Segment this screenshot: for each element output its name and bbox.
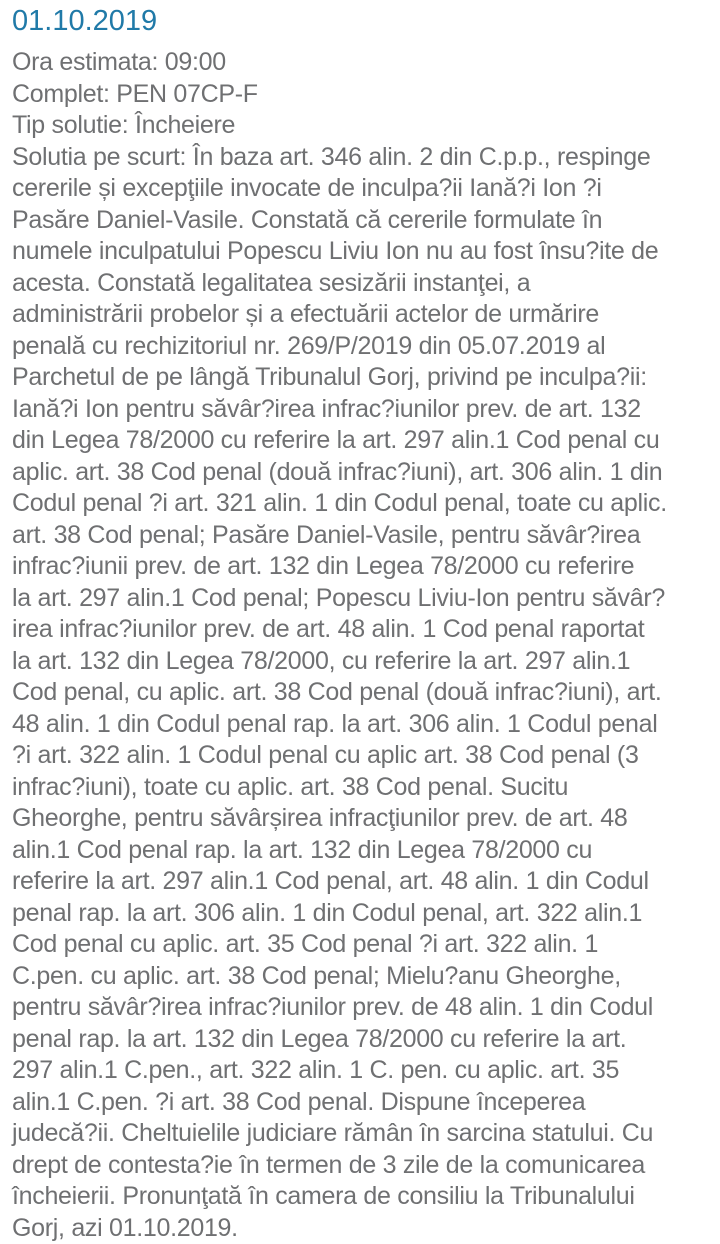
solution-text-line: cererile și excepţiile invocate de inculpa?ii Iană?i Ion ?i	[12, 173, 714, 205]
solution-text-line: penală cu rechizitoriul nr. 269/P/2019 din 05.07.2019 al	[12, 331, 714, 363]
solution-text-line: aplic. art. 38 Cod penal (două infrac?iuni), art. 306 alin. 1 din	[12, 457, 714, 489]
solution-text-line: 297 alin.1 C.pen., art. 322 alin. 1 C. pen. cu aplic. art. 35	[12, 1055, 714, 1087]
solution-text-line: 48 alin. 1 din Codul penal rap. la art. 306 alin. 1 Codul penal	[12, 709, 714, 741]
hearing-meta-line: Tip solutie: Încheiere	[12, 110, 714, 142]
solution-text-line: din Legea 78/2000 cu referire la art. 297 alin.1 Cod penal cu	[12, 425, 714, 457]
solution-text-line: infrac?iuni), toate cu aplic. art. 38 Cod penal. Sucitu	[12, 772, 714, 804]
solution-text-line: referire la art. 297 alin.1 Cod penal, art. 48 alin. 1 din Codul	[12, 866, 714, 898]
solution-text-line: Codul penal ?i art. 321 alin. 1 din Codul penal, toate cu aplic.	[12, 488, 714, 520]
solution-text-line: penal rap. la art. 306 alin. 1 din Codul penal, art. 322 alin.1	[12, 898, 714, 930]
solution-text-line: irea infrac?iunilor prev. de art. 48 alin. 1 Cod penal raportat	[12, 614, 714, 646]
solution-text-line: acesta. Constată legalitatea sesizării instanţei, a	[12, 268, 714, 300]
solution-text-line: pentru săvâr?irea infrac?iunilor prev. de 48 alin. 1 din Codul	[12, 992, 714, 1024]
solution-text-line: Cod penal, cu aplic. art. 38 Cod penal (două infrac?iuni), art.	[12, 677, 714, 709]
solution-text-line: la art. 132 din Legea 78/2000, cu referire la art. 297 alin.1	[12, 646, 714, 678]
solution-text-line: numele inculpatului Popescu Liviu Ion nu au fost însu?ite de	[12, 236, 714, 268]
solution-text-line: alin.1 Cod penal rap. la art. 132 din Legea 78/2000 cu	[12, 835, 714, 867]
solution-text-line: la art. 297 alin.1 Cod penal; Popescu Liviu-Ion pentru săvâr?	[12, 583, 714, 615]
solution-text-line: C.pen. cu aplic. art. 38 Cod penal; Mielu?anu Gheorghe,	[12, 961, 714, 993]
solution-text-line: Parchetul de pe lângă Tribunalul Gorj, privind pe inculpa?ii:	[12, 362, 714, 394]
hearing-meta	[12, 47, 714, 142]
solution-text-line: penal rap. la art. 132 din Legea 78/2000 cu referire la art.	[12, 1024, 714, 1056]
solution-summary	[12, 142, 714, 1244]
solution-text-line: Gheorghe, pentru săvârșirea infracţiunilor prev. de art. 48	[12, 803, 714, 835]
solution-text-line: infrac?iunii prev. de art. 132 din Legea 78/2000 cu referire	[12, 551, 714, 583]
hearing-date-heading[interactable]: 01.10.2019	[12, 4, 714, 38]
solution-text-line: Pasăre Daniel-Vasile. Constată că cererile formulate în	[12, 205, 714, 237]
solution-text-line: Iană?i Ion pentru săvâr?irea infrac?iunilor prev. de art. 132	[12, 394, 714, 426]
solution-text-line: art. 38 Cod penal; Pasăre Daniel-Vasile, pentru săvâr?irea	[12, 520, 714, 552]
solution-text-line: administrării probelor și a efectuării actelor de urmărire	[12, 299, 714, 331]
hearing-meta-line: Complet: PEN 07CP-F	[12, 79, 714, 111]
solution-text-line: alin.1 C.pen. ?i art. 38 Cod penal. Dispune începerea	[12, 1087, 714, 1119]
hearing-meta-line: Ora estimata: 09:00	[12, 47, 714, 79]
solution-text-line: Cod penal cu aplic. art. 35 Cod penal ?i art. 322 alin. 1	[12, 929, 714, 961]
solution-text-line: încheierii. Pronunţată în camera de consiliu la Tribunalului	[12, 1181, 714, 1213]
solution-text-line: Gorj, azi 01.10.2019.	[12, 1213, 714, 1244]
solution-text-line: judecă?ii. Cheltuielile judiciare rămân în sarcina statului. Cu	[12, 1118, 714, 1150]
solution-text-line: Solutia pe scurt: În baza art. 346 alin. 2 din C.p.p., respinge	[12, 142, 714, 174]
solution-text-line: drept de contesta?ie în termen de 3 zile de la comunicarea	[12, 1150, 714, 1182]
solution-text-line: ?i art. 322 alin. 1 Codul penal cu aplic art. 38 Cod penal (3	[12, 740, 714, 772]
